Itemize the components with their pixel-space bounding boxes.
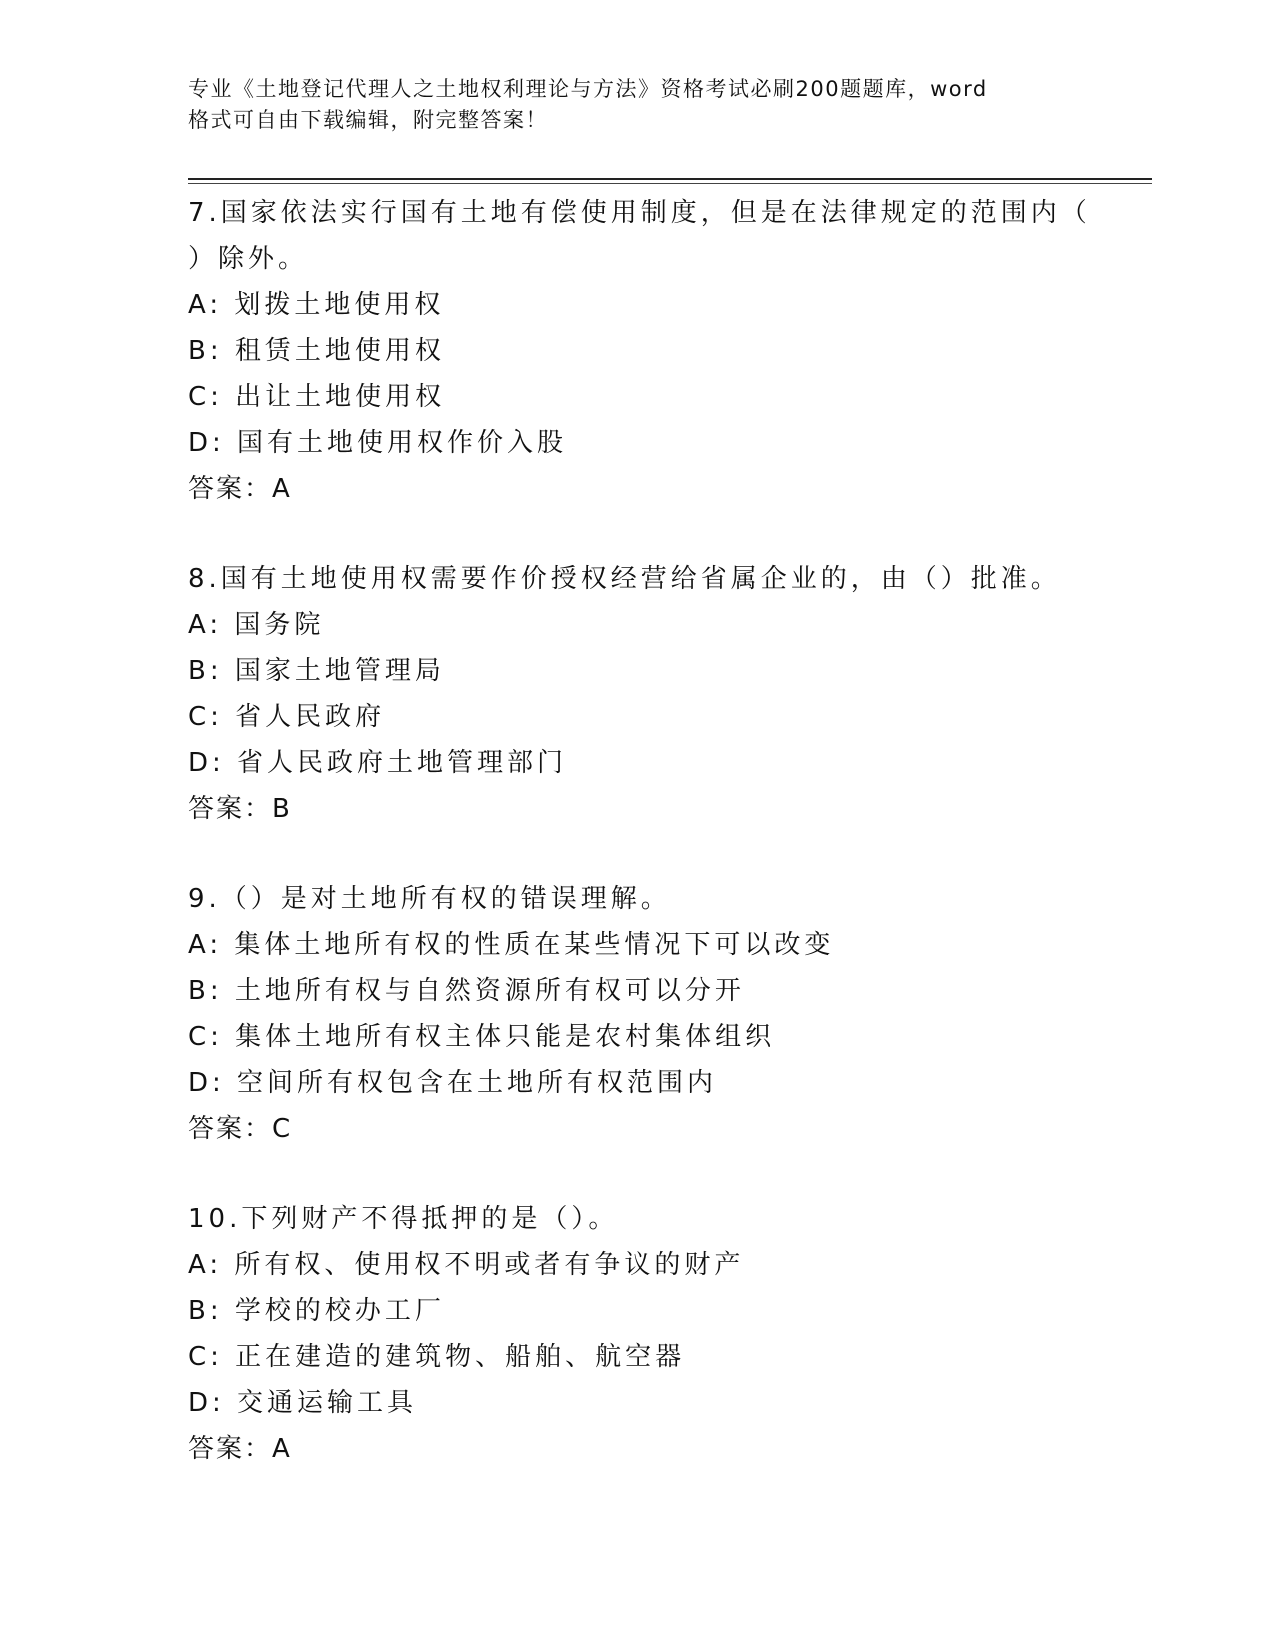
option-a: A: 国务院 — [188, 610, 325, 640]
answer-line: 答案：A — [188, 1434, 292, 1464]
answer-line: 答案：C — [188, 1114, 293, 1144]
header-line-2: 格式可自由下载编辑，附完整答案！ — [188, 108, 548, 132]
answer-line: 答案：B — [188, 794, 292, 824]
header-line-1: 专业《土地登记代理人之土地权利理论与方法》资格考试必刷200题题库，word — [188, 77, 988, 101]
option-c: C: 省人民政府 — [188, 702, 386, 732]
option-d: D: 交通运输工具 — [188, 1388, 418, 1418]
question-9 — [188, 876, 1128, 1152]
header-divider-thin — [188, 183, 1152, 184]
answer-line: 答案：A — [188, 474, 292, 504]
document-header — [188, 74, 1088, 136]
option-b: B: 国家土地管理局 — [188, 656, 445, 686]
question-7 — [188, 190, 1128, 512]
option-a: A: 集体土地所有权的性质在某些情况下可以改变 — [188, 930, 835, 960]
question-stem-line: ）除外。 — [188, 244, 309, 274]
option-b: B: 租赁土地使用权 — [188, 336, 445, 366]
option-c: C: 出让土地使用权 — [188, 382, 446, 412]
option-b: B: 学校的校办工厂 — [188, 1296, 445, 1326]
option-d: D: 国有土地使用权作价入股 — [188, 428, 568, 458]
option-b: B: 土地所有权与自然资源所有权可以分开 — [188, 976, 745, 1006]
option-c: C: 集体土地所有权主体只能是农村集体组织 — [188, 1022, 776, 1052]
option-c: C: 正在建造的建筑物、船舶、航空器 — [188, 1342, 686, 1372]
question-8 — [188, 556, 1128, 832]
question-stem-line: 8.国有土地使用权需要作价授权经营给省属企业的，由（）批准。 — [188, 564, 1061, 594]
option-a: A: 所有权、使用权不明或者有争议的财产 — [188, 1250, 745, 1280]
question-stem-line: 10.下列财产不得抵押的是（）。 — [188, 1204, 619, 1234]
question-stem-line: 7.国家依法实行国有土地有偿使用制度，但是在法律规定的范围内（ — [188, 198, 1091, 228]
header-divider-thick — [188, 178, 1152, 180]
question-stem-line: 9.（）是对土地所有权的错误理解。 — [188, 884, 671, 914]
option-a: A: 划拨土地使用权 — [188, 290, 445, 320]
option-d: D: 省人民政府土地管理部门 — [188, 748, 568, 778]
option-d: D: 空间所有权包含在土地所有权范围内 — [188, 1068, 718, 1098]
question-list — [188, 190, 1128, 1516]
question-10 — [188, 1196, 1128, 1472]
